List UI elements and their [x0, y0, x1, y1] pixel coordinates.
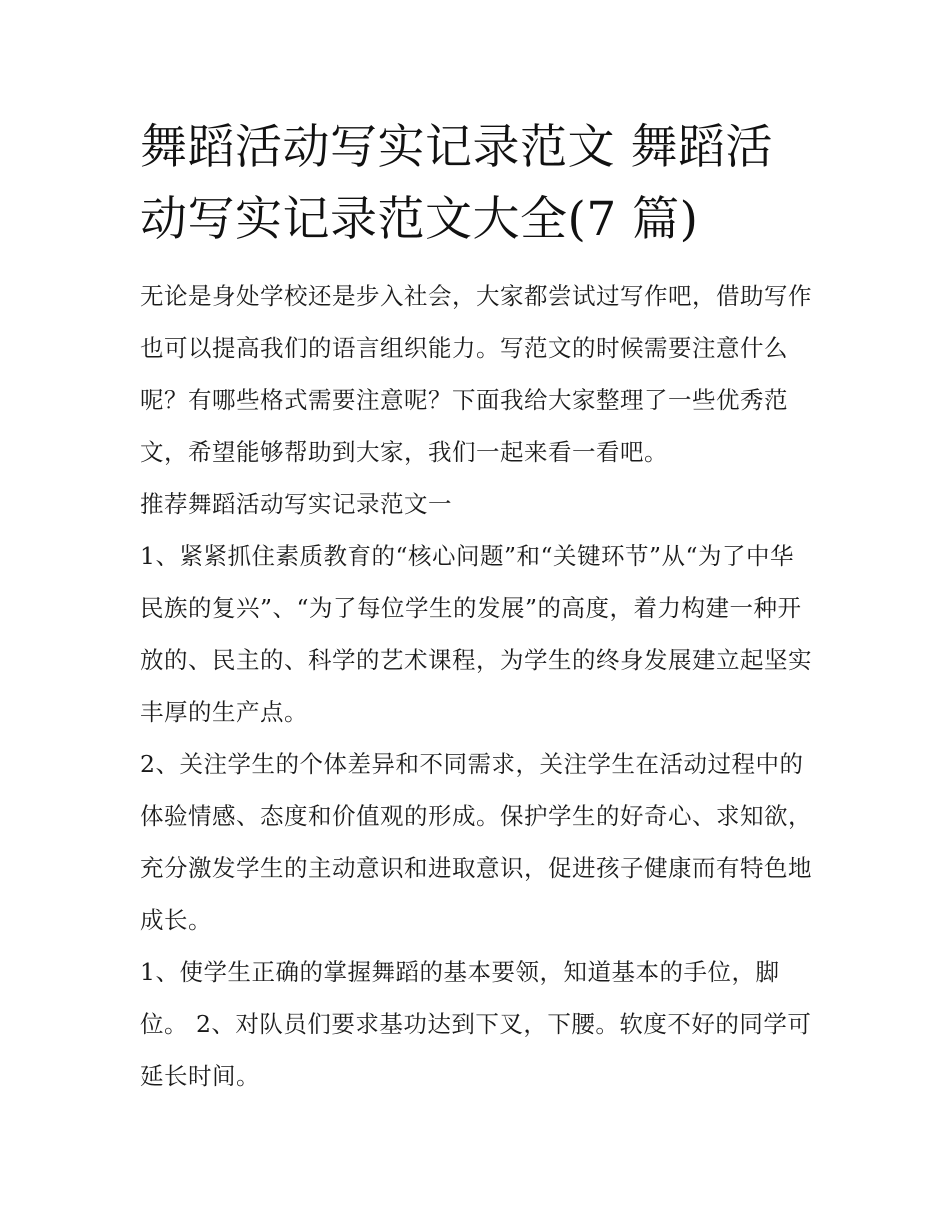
document-title: 舞蹈活动写实记录范文 舞蹈活动写实记录范文大全(7 篇): [140, 120, 773, 247]
body-paragraph: 2、关注学生的个体差异和不同需求，关注学生在活动过程中的体验情感、态度和价值观的形成。保护学生的好奇心、求知欲，充分激发学生的主动意识和进取意识，促进孩子健康而有特色地成长。: [140, 750, 812, 934]
body-paragraph: 1、紧紧抓住素质教育的“核心问题”和“关键环节”从“为了中华民族的复兴”、“为了每位学生的发展”的高度，着力构建一种开放的、民主的、科学的艺术课程，为学生的终身发展建立起坚实丰厚的生产点。: [140, 542, 812, 726]
section-heading: 推荐舞蹈活动写实记录范文一: [140, 490, 452, 518]
intro-paragraph: 无论是身处学校还是步入社会，大家都尝试过写作吧，借助写作也可以提高我们的语言组织能力。写范文的时候需要注意什么呢？有哪些格式需要注意呢？下面我给大家整理了一些优秀范文，希望能够帮助到大家，我们一起来看一看吧。: [140, 282, 812, 466]
body-paragraph: 1、使学生正确的掌握舞蹈的基本要领，知道基本的手位，脚位。 2、对队员们要求基功达到下叉，下腰。软度不好的同学可延长时间。: [140, 958, 812, 1090]
document-content: [140, 112, 812, 1102]
